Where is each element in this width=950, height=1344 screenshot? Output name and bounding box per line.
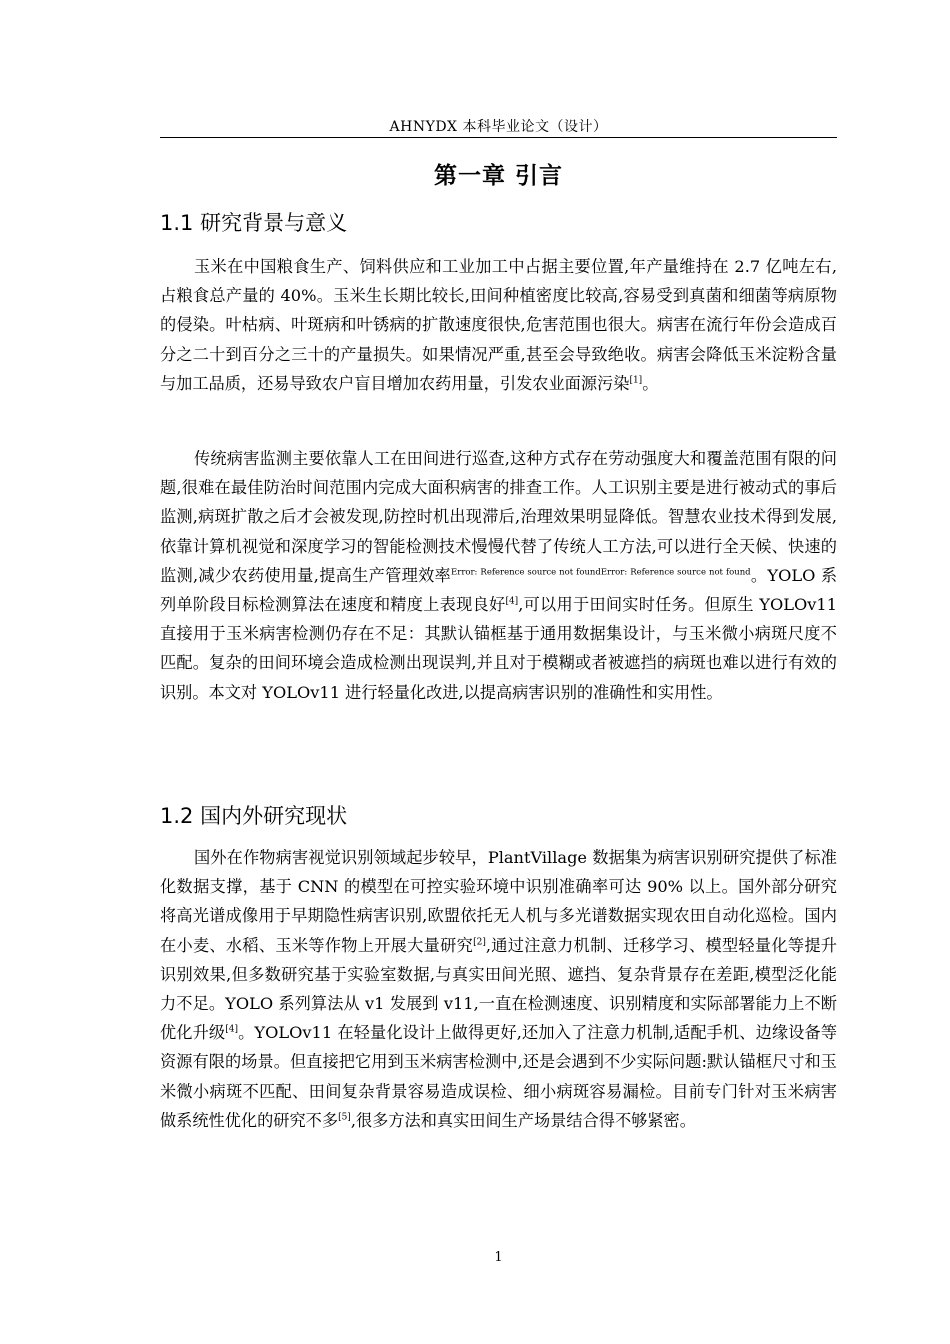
section-title-1-1: 1.1 研究背景与意义 — [160, 211, 348, 235]
paragraph-text: 。 — [642, 373, 659, 393]
paragraph-text: 国外在作物病害视觉识别领域起步较早，PlantVillage 数据集为病害识别研究提供了标准化数据支撑，基于 CNN 的模型在可控实验环境中识别准确率可达 90% 以上。国外部分研究将高光谱成像用于早期隐性病害识别,欧盟依托无人机与多光谱数据实现农田自动化巡检。国内在小麦、水稻、玉米等作物上开展大量研究 — [160, 848, 837, 955]
paragraph-text: ,可以用于田间实时任务。但原生 YOLOv11 直接用于玉米病害检测仍存在不足：其默认锚框基于通用数据集设计，与玉米微小病斑尺度不匹配。复杂的田间环境会造成检测出现误判,并且对于模糊或者被遮挡的病斑也难以进行有效的识别。本文对 YOLOv11 进行轻量化改进,以提高病害识别的准确性和实用性。 — [160, 595, 838, 702]
citation-ref[interactable]: [1] — [629, 375, 643, 386]
section-title-1-2: 1.2 国内外研究现状 — [160, 804, 348, 828]
running-header: AHNYDX 本科毕业论文（设计） — [389, 119, 608, 135]
citation-ref[interactable]: [2] — [473, 937, 486, 948]
citation-ref[interactable]: [4] — [225, 1024, 238, 1035]
paragraph-background-2 — [160, 444, 837, 707]
citation-ref[interactable]: [4] — [505, 596, 519, 607]
chapter-title: 第一章 引言 — [433, 163, 563, 189]
paragraph-text: ,通过注意力机制、迁移学习、模型轻量化等提升识别效果,但多数研究基于实验室数据,与真实田间光照、遮挡、复杂背景存在差距,模型泛化能力不足。YOLO 系列算法从 v1 发展到 v11,一直在检测速度、识别精度和实际部署能力上不断优化升级 — [160, 935, 837, 1043]
citation-ref[interactable]: [5] — [338, 1112, 351, 1123]
paragraph-background-1 — [160, 252, 837, 398]
paragraph-text: 玉米在中国粮食生产、饲料供应和工业加工中占据主要位置,年产量维持在 2.7 亿吨左右,占粮食总产量的 40%。玉米生长期比较长,田间种植密度比较高,容易受到真菌和细菌等病原物的侵染。叶枯病、叶斑病和叶锈病的扩散速度很快,危害范围也很大。病害在流行年份会造成百分之二十到百分之三十的产量损失。如果情况严重,甚至会导致绝收。病害会降低玉米淀粉含量与加工品质，还易导致农户盲目增加农药用量，引发农业面源污染 — [160, 257, 837, 393]
paragraph-text: 。YOLOv11 在轻量化设计上做得更好,还加入了注意力机制,适配手机、边缘设备等资源有限的场景。但直接把它用到玉米病害检测中,还是会遇到不少实际问题:默认锚框尺寸和玉米微小病斑不匹配、田间复杂背景容易造成误检、细小病斑容易漏检。目前专门针对玉米病害做系统性优化的研究不多 — [160, 1023, 838, 1130]
reference-error-text: Error: Reference source not foundError: Reference source not found — [451, 567, 751, 578]
paragraph-text: 传统病害监测主要依靠人工在田间进行巡查,这种方式存在劳动强度大和覆盖范围有限的问题,很难在最佳防治时间范围内完成大面积病害的排查工作。人工识别主要是进行被动式的事后监测,病斑扩散之后才会被发现,防控时机出现滞后,治理效果明显降低。智慧农业技术得到发展,依靠计算机视觉和深度学习的智能检测技术慢慢代替了传统人工方法,可以进行全天候、快速的监测,减少农药使用量,提高生产管理效率 — [160, 449, 837, 585]
paragraph-research-status — [160, 843, 837, 1135]
paragraph-text: 。YOLO 系列单阶段目标检测算法在速度和精度上表现良好 — [160, 565, 838, 615]
paragraph-text: ,很多方法和真实田间生产场景结合得不够紧密。 — [350, 1110, 696, 1130]
page-number: 1 — [494, 1250, 503, 1265]
header-rule — [160, 137, 837, 138]
